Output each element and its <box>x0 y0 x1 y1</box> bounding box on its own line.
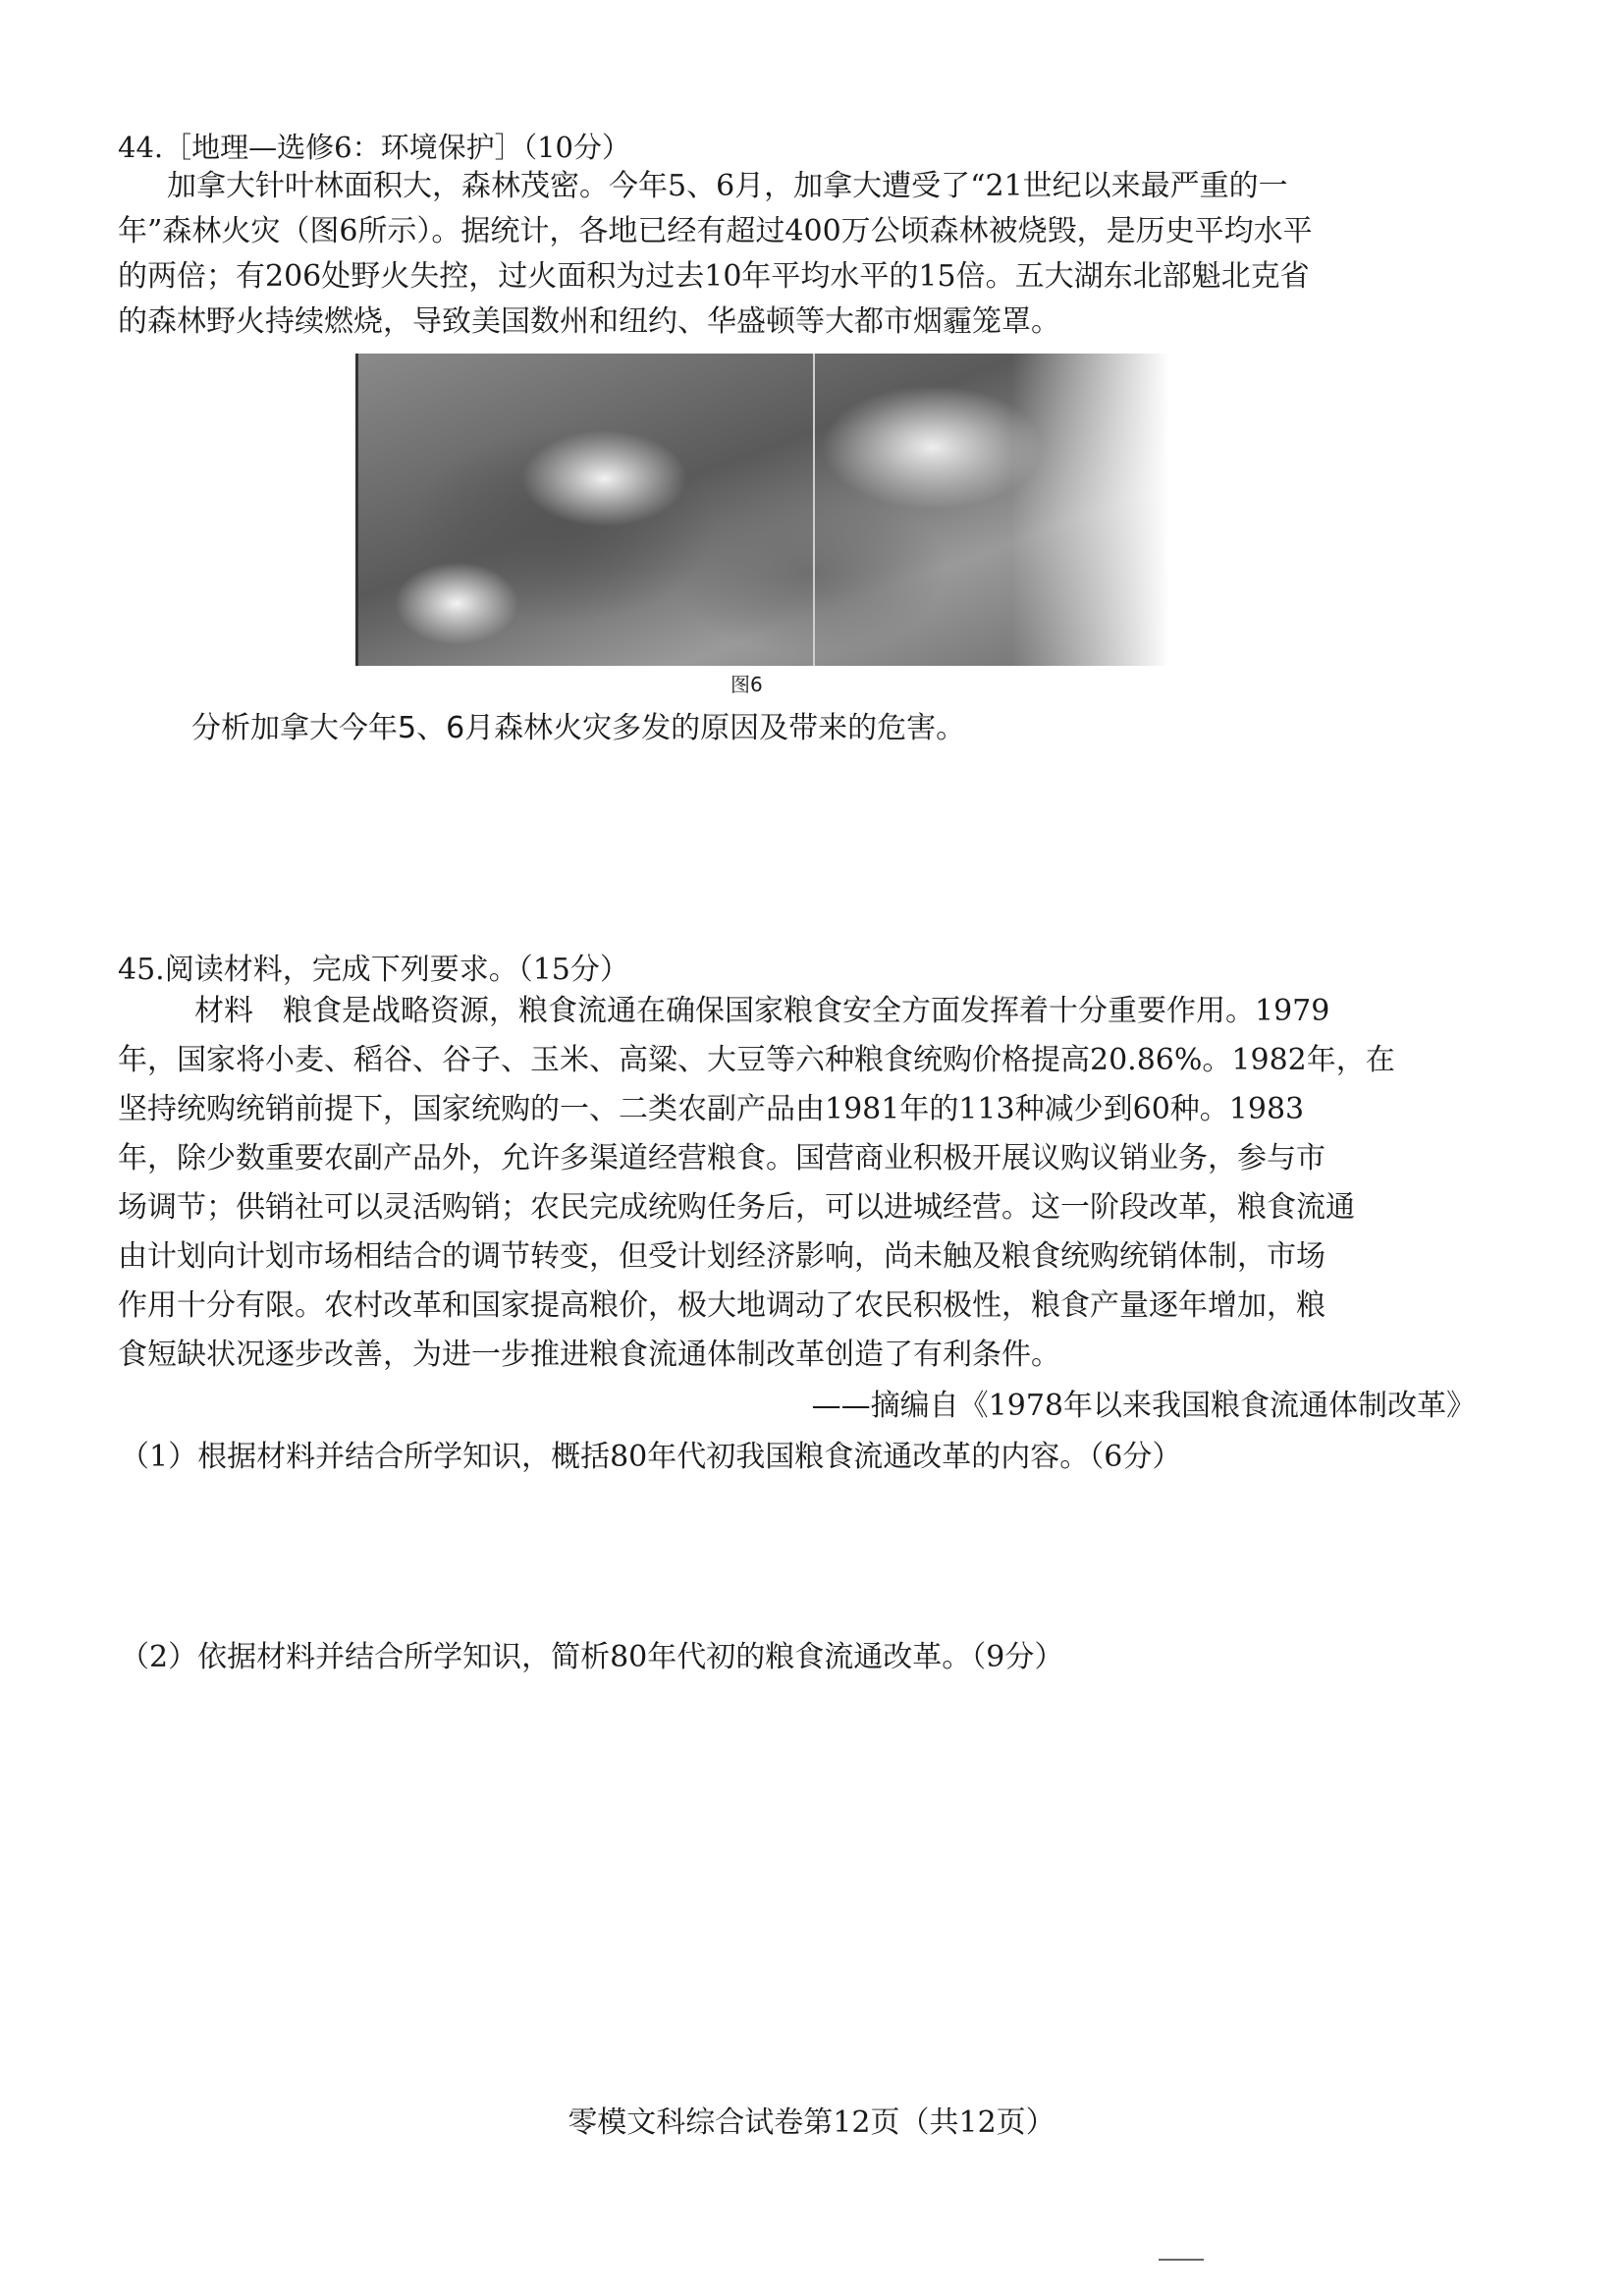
question-44-paragraph-line: 加拿大针叶林面积大，森林茂密。今年5、6月，加拿大遭受了“21世纪以来最严重的一 <box>167 169 1288 203</box>
sub-question-1: （1）根据材料并结合所学知识，概括80年代初我国粮食流通改革的内容。（6分） <box>120 1440 1182 1474</box>
material-line: 材料 粮食是战略资源，粮食流通在确保国家粮食安全方面发挥着十分重要作用。1979 <box>194 994 1330 1028</box>
material-line: 坚持统购统销前提下，国家统购的一、二类农副产品由1981年的113种减少到60种。1983 <box>118 1092 1305 1126</box>
image-fade <box>1011 354 1178 666</box>
figure-caption: 图6 <box>730 673 763 696</box>
material-line: 年，国家将小麦、稻谷、谷子、玉米、高粱、大豆等六种粮食统购价格提高20.86%。1982年，在 <box>118 1043 1395 1077</box>
question-45-heading: 45.阅读材料，完成下列要求。（15分） <box>118 953 629 987</box>
sub-question-2: （2）依据材料并结合所学知识，简析80年代初的粮食流通改革。（9分） <box>120 1640 1064 1674</box>
scan-mark <box>1159 2259 1204 2261</box>
material-line: 食短缺状况逐步改善，为进一步推进粮食流通体制改革创造了有利条件。 <box>118 1338 1060 1372</box>
material-source: ——摘编自《1978年以来我国粮食流通体制改革》 <box>811 1389 1476 1423</box>
satellite-fire-image <box>355 354 1178 666</box>
material-line: 由计划向计划市场相结合的调节转变，但受计划经济影响，尚未触及粮食统购统销体制，市场 <box>118 1239 1325 1274</box>
page-footer: 零模文科综合试卷第12页（共12页） <box>568 2105 1055 2140</box>
material-line: 场调节；供销社可以灵活购销；农民完成统购任务后，可以进城经营。这一阶段改革，粮食流通 <box>118 1190 1355 1225</box>
question-44-paragraph-line: 的两倍；有206处野火失控，过火面积为过去10年平均水平的15倍。五大湖东北部魁北克省 <box>118 259 1310 294</box>
material-line: 年，除少数重要农副产品外，允许多渠道经营粮食。国营商业积极开展议购议销业务，参与市 <box>118 1141 1325 1175</box>
question-44-prompt: 分析加拿大今年5、6月森林火灾多发的原因及带来的危害。 <box>191 711 966 745</box>
image-seam <box>813 354 815 666</box>
question-44-paragraph-line: 年”森林火灾（图6所示）。据统计，各地已经有超过400万公顷森林被烧毁，是历史平均水平 <box>118 214 1313 248</box>
material-line: 作用十分有限。农村改革和国家提高粮价，极大地调动了农民积极性，粮食产量逐年增加，粮 <box>118 1288 1325 1323</box>
question-44-paragraph-line: 的森林野火持续燃烧，导致美国数州和纽约、华盛顿等大都市烟霾笼罩。 <box>118 304 1060 339</box>
question-44-heading: 44.［地理—选修6：环境保护］（10分） <box>118 131 630 164</box>
